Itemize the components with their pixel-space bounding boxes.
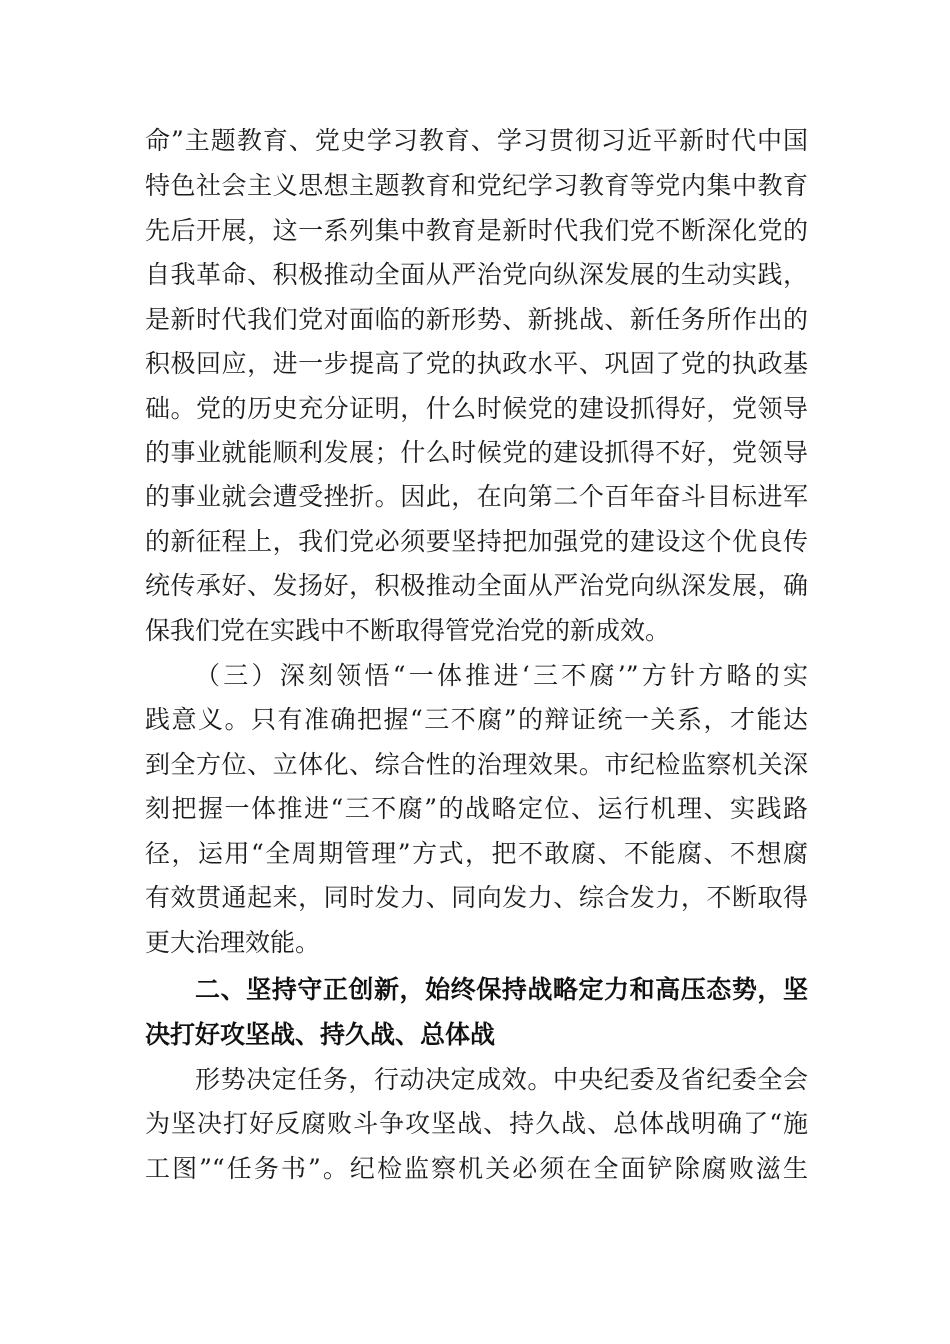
body-line: 有效贯通起来，同时发力、同向发力、综合发力，不断取得 [145,883,808,912]
body-line: 的事业就能顺利发展；什么时候党的建设抓得不好，党领导 [145,438,808,467]
body-line: 形势决定任务，行动决定成效。中央纪委及省纪委全会 [195,1065,808,1094]
body-line: 践意义。只有准确把握“三不腐”的辩证统一关系，才能达 [145,705,808,734]
body-line: 的事业就会遭受挫折。因此，在向第二个百年奋斗目标进军 [145,482,808,511]
body-line: 特色社会主义思想主题教育和党纪学习教育等党内集中教育 [145,171,808,200]
body-line: 命”主题教育、党史学习教育、学习贯彻习近平新时代中国 [145,126,808,155]
body-line: 工图”“任务书”。纪检监察机关必须在全面铲除腐败滋生 [145,1154,808,1183]
body-line: 到全方位、立体化、综合性的治理效果。市纪检监察机关深 [145,750,808,779]
body-line: 自我革命、积极推动全面从严治党向纵深发展的生动实践， [145,260,808,289]
body-line: 先后开展，这一系列集中教育是新时代我们党不断深化党的 [145,216,808,245]
body-line: 的新征程上，我们党必须要坚持把加强党的建设这个优良传 [145,527,808,556]
section-heading-line: 决打好攻坚战、持久战、总体战 [145,1020,496,1049]
body-line: 保我们党在实践中不断取得管党治党的新成效。 [145,616,671,645]
body-line: 为坚决打好反腐败斗争攻坚战、持久战、总体战明确了“施 [145,1109,808,1138]
body-line: 积极回应，进一步提高了党的执政水平、巩固了党的执政基 [145,349,808,378]
body-line: 刻把握一体推进“三不腐”的战略定位、运行机理、实践路 [145,794,808,823]
body-line: 础。党的历史充分证明，什么时候党的建设抓得好，党领导 [145,394,808,423]
section-heading-line: 二、坚持守正创新，始终保持战略定力和高压态势，坚 [195,975,808,1004]
body-line: 统传承好、发扬好，积极推动全面从严治党向纵深发展，确 [145,571,808,600]
body-line: 径，运用“全周期管理”方式，把不敢腐、不能腐、不想腐 [145,839,808,868]
body-line: 是新时代我们党对面临的新形势、新挑战、新任务所作出的 [145,305,808,334]
body-line: 更大治理效能。 [145,928,321,957]
subsection-heading-line: （三）深刻领悟“一体推进‘三不腐’”方针方略的实 [195,661,808,690]
